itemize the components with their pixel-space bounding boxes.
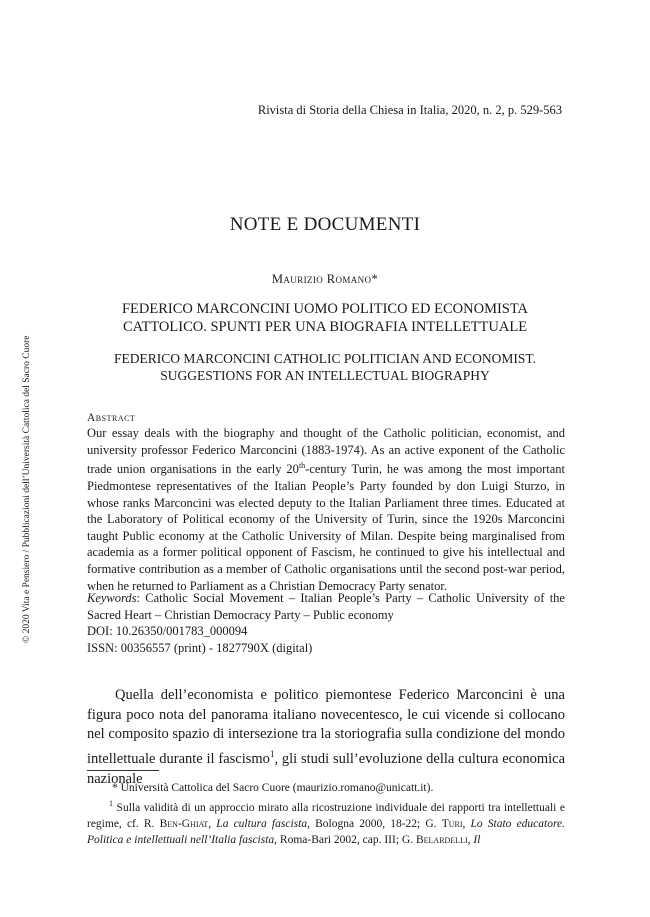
section-title: NOTE E DOCUMENTI [229, 214, 421, 235]
cited-author: Turi [441, 817, 463, 830]
abstract-superscript: th [298, 461, 306, 471]
footnote-text: Sulla validità di un approccio mirato alla ricostruzione individuale dei rapporti tra intellettuali e regime, cf. R. [87, 801, 565, 830]
cited-author: Belardelli [415, 833, 468, 846]
abstract-text [87, 425, 565, 594]
doi: DOI: 10.26350/001783_000094 [87, 624, 248, 639]
abstract-heading: Abstract [87, 412, 136, 424]
keywords [87, 590, 565, 623]
footnote-number: 1 [109, 799, 113, 808]
abstract-section [87, 412, 565, 594]
author-name: Maurizio Romano [271, 272, 372, 286]
title-english-line: SUGGESTIONS FOR AN INTELLECTUAL BIOGRAPHY [160, 368, 490, 383]
footnote-text: , Roma-Bari 2002, cap. III; G. [274, 833, 416, 846]
body-paragraph [87, 686, 565, 789]
cited-title: Lo Stato educatore. Politica e intellettuali nell’Italia fascista [87, 817, 566, 846]
footnotes [87, 780, 565, 848]
cited-author: Ben-Ghiat [159, 817, 209, 830]
cited-title: Il [473, 833, 481, 846]
body-text-part: Quella dell’economista e politico piemontese Federico Marconcini è una figura poco nota del panorama italiano novecentesco, le cui vicende si collocano nel composito spazio di intersezione tra la storiografia sulla condizione del mondo intellettuale durante il fascismo [87, 687, 565, 767]
author-footnote-mark: * [371, 272, 379, 286]
footnote-author: * Università Cattolica del Sacro Cuore (maurizio.romano@unicatt.it). [112, 782, 434, 794]
abstract-text-part: -century Turin, he was among the most important Piedmontese representatives of the Italian People’s Party founded by don Luigi Sturzo, in whose ranks Marconcini was elected deputy to the Italian Parliament three times. Educated at the Laboratory of Political economy of the University of Turin, since the 1920s Marconcini taught Public economy at the Catholic University of Milan. Despite being marginalised from academia as a former political opponent of Fascism, he continued to give his intellectual and formative contribution as a member of Catholic organisations until the second post-war period, when he returned to Parliament as a Christian Democracy Party senator. [87, 462, 565, 593]
keywords-label: Keywords [87, 591, 137, 605]
abstract-text-part: Our essay deals with the biography and thought of the Catholic politician, economist, and university professor Federico Marconcini (1883-1974). As an active exponent of the Catholic trade union organisations in the early 20 [87, 426, 565, 477]
journal-header: Rivista di Storia della Chiesa in Italia, 2020, n. 2, p. 529-563 [257, 103, 562, 117]
title-english-line: FEDERICO MARCONCINI CATHOLIC POLITICIAN AND ECONOMIST. [113, 351, 536, 366]
title-italian-line: CATTOLICO. SPUNTI PER UNA BIOGRAFIA INTELLETTUALE [122, 319, 528, 335]
footnote-text: , Bologna 2000, 18-22; G. [307, 817, 442, 830]
cited-title: La cultura fascista [216, 817, 308, 830]
footnote-reference: 1 [269, 749, 275, 760]
article-metadata [87, 590, 565, 656]
article-title-english [0, 350, 650, 384]
title-italian-line: FEDERICO MARCONCINI UOMO POLITICO ED ECONOMISTA [121, 301, 529, 317]
article-title-italian [0, 300, 650, 336]
footnote-separator [87, 770, 159, 771]
body-text-part: , gli studi sull’evoluzione della cultura economica nazionale [87, 750, 566, 787]
issn: ISSN: 00356557 (print) - 1827790X (digital) [87, 640, 313, 655]
copyright-side-note: © 2020 Vita e Pensiero / Pubblicazioni dell’Università Cattolica del Sacro Cuore [22, 335, 32, 643]
footnote-1: $^1$ Sulla validità di un approccio mirato alla ricostruzione individuale dei rapporti tra intellettuali e regime, cf. R. Ben-Ghiat, La cultura fascista, Bologna 2000, 18-22; G. Turi, Lo Stato educatore. Politica e intellettuali nell’Italia fascista, Roma-Bari 2002, cap. III; G. Belardelli, Il [87, 799, 566, 846]
author-line [0, 272, 650, 287]
keywords-text: : Catholic Social Movement – Italian People’s Party – Catholic University of the Sacred Heart – Christian Democracy Party – Public economy [87, 591, 565, 622]
